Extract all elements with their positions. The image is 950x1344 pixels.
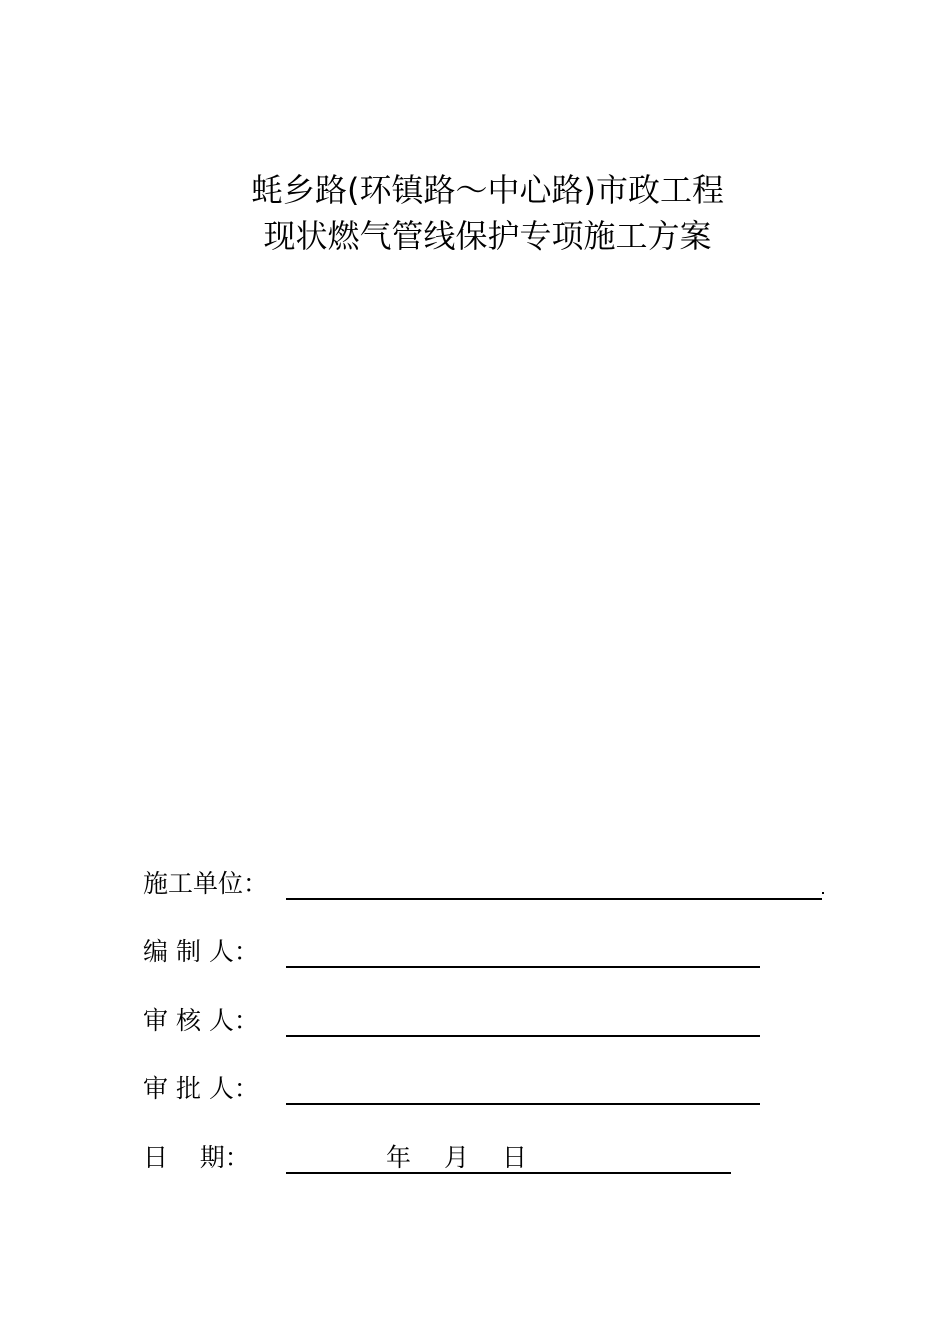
date-label: 日 期： [143,1143,250,1172]
line-end-dot [822,892,824,894]
approver-underline [286,1103,760,1105]
date-year: 年 [386,1143,412,1172]
reviewer-label: 审 核 人： [143,1006,259,1035]
editor-label: 编 制 人： [143,937,259,966]
approver-label: 审 批 人： [143,1074,259,1103]
date-parts [386,1138,527,1174]
document-title-line1: 蚝乡路(环镇路～中心路)市政工程 [251,171,724,209]
construction-unit-label: 施工单位： [143,869,269,898]
editor-underline [286,966,760,968]
reviewer-underline [286,1035,760,1037]
construction-unit-underline [286,898,822,900]
document-title-line2: 现状燃气管线保护专项施工方案 [263,217,712,255]
date-month: 月 [444,1143,470,1172]
date-day: 日 [502,1143,528,1172]
